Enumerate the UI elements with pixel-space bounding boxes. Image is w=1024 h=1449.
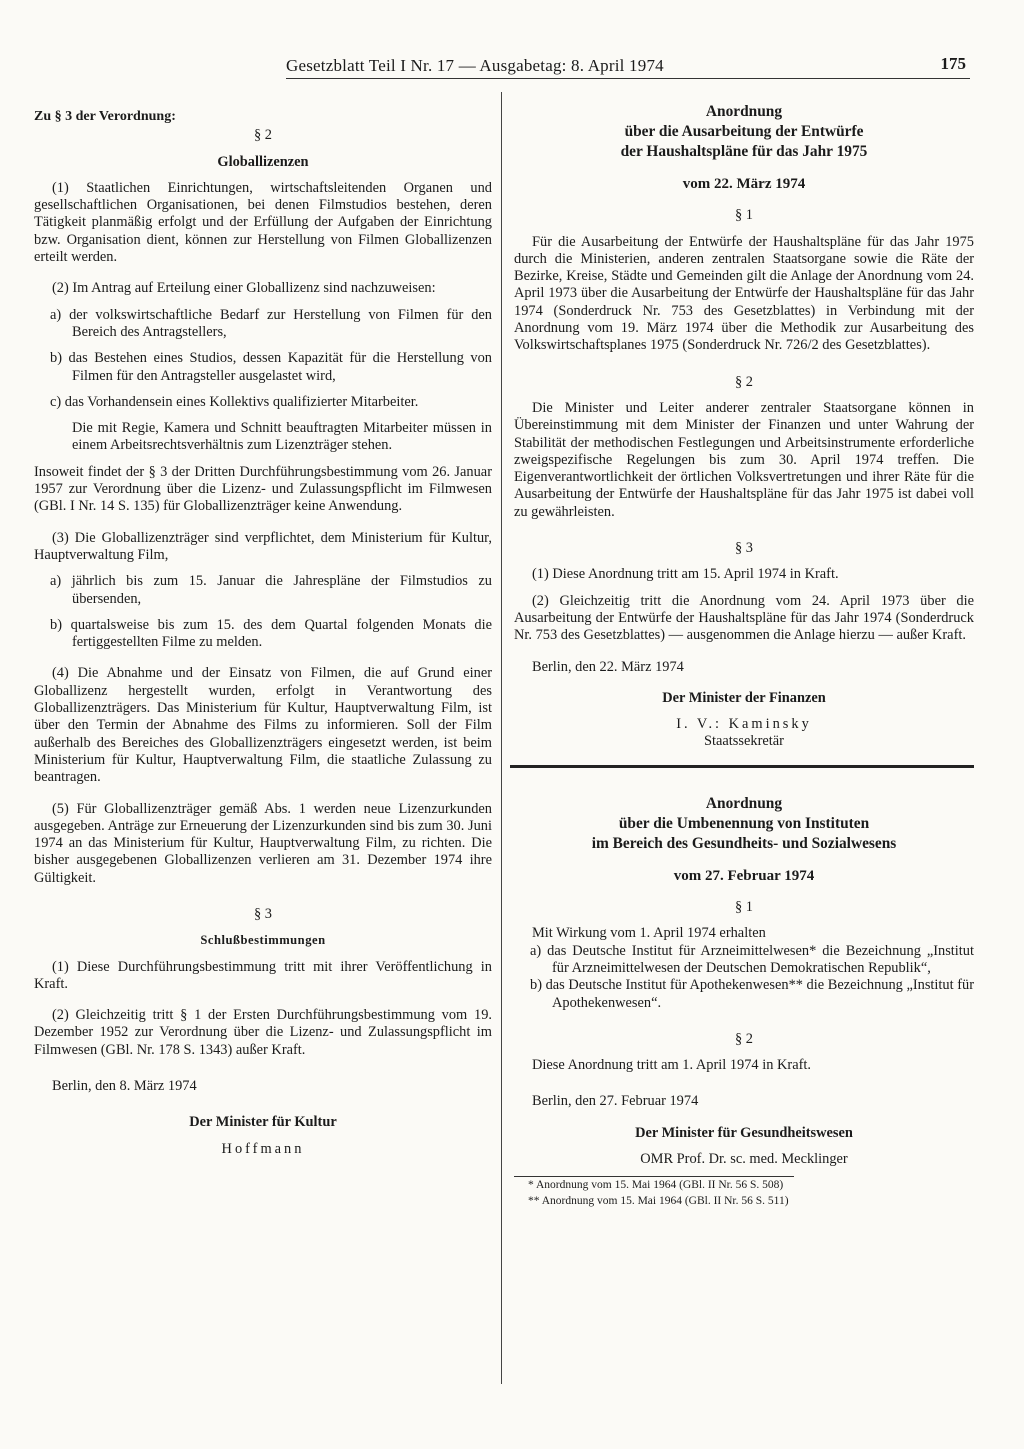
decree-title-line: der Haushaltspläne für das Jahr 1975 bbox=[620, 143, 868, 160]
decree-title-line: Anordnung bbox=[705, 794, 783, 812]
paragraph-1: (1) Staatlichen Einrichtungen, wirtschaftsleitenden Organen und gesellschaftlichen Organisationen, bei denen Filmstudios bestehen, deren Tätigkeit planmäßig erfolgt und der Erfüllung der Aufgaben der Einrichtung bzw. Organisation dient, können zur Herstellung von Filmen Globallizenzen erteilt werden. bbox=[34, 179, 492, 266]
decree-2-minister: Der Minister für Gesundheitswesen bbox=[635, 1124, 853, 1141]
decree-title-line: über die Ausarbeitung der Entwürfe bbox=[624, 123, 864, 140]
decree-date: vom 27. Februar 1974 bbox=[673, 867, 815, 884]
decree-2-signer: OMR Prof. Dr. sc. med. Mecklinger bbox=[640, 1150, 848, 1167]
list-item: c) das Vorhandensein eines Kollektivs qualifizierter Mitarbeiter. bbox=[50, 393, 419, 410]
decree-separator bbox=[510, 765, 974, 768]
decree-date: vom 22. März 1974 bbox=[682, 176, 806, 192]
section-3-title: Schlußbestimmungen bbox=[200, 933, 326, 948]
signer-name: Hoffmann bbox=[221, 1140, 305, 1157]
decree-1-s3p1: (1) Diese Anordnung tritt am 15. April 1974 in Kraft. bbox=[532, 566, 839, 583]
decree-1-role: Staatssekretär bbox=[704, 733, 784, 750]
decree-title-line: im Bereich des Gesundheits- und Sozialwesens bbox=[591, 834, 897, 852]
decree-1-minister: Der Minister der Finanzen bbox=[662, 689, 826, 706]
list-item: b) das Deutsche Institut für Apothekenwesen** die Bezeichnung „Institut für Apothekenwesen“. bbox=[530, 977, 974, 1011]
decree-2-s2: Diese Anordnung tritt am 1. April 1974 in Kraft. bbox=[532, 1057, 811, 1074]
decree-title-line: Anordnung bbox=[705, 103, 783, 120]
paragraph-3: (3) Die Globallizenzträger sind verpflichtet, dem Ministerium für Kultur, Hauptverwaltung Film, bbox=[34, 529, 492, 563]
footnote: * Anordnung vom 15. Mai 1964 (GBl. II Nr. 56 S. 508) bbox=[528, 1179, 784, 1192]
decree-1-s1: Für die Ausarbeitung der Entwürfe der Haushaltspläne für das Jahr 1975 durch die Ministerien, anderen zentralen Staatsorgane sowie die Räte der Bezirke, Kreise, Städte und Gemeinden gilt die Anlage der Anordnung vom 24. April 1973 über die Ausarbeitung der Entwürfe der Haushaltspläne für das Jahr 1974 (Sonderdruck Nr. 753 des Gesetzblattes) in Verbindung mit der Anordnung vom 19. März 1974 über die Methodik zur Ausarbeitung des Volkswirtschaftsplanes 1975 (Sonderdruck Nr. 726/2 des Gesetzblattes). bbox=[514, 233, 974, 354]
decree-1-s2-heading: § 2 bbox=[735, 373, 753, 390]
page-header bbox=[286, 52, 970, 82]
decree-1-s3p2: (2) Gleichzeitig tritt die Anordnung vom 24. April 1973 über die Ausarbeitung der Entwürfe der Haushaltspläne für das Jahr 1974 (Sonderdruck Nr. 753 des Gesetzblattes) — ausgenommen die Anlage hierzu — außer Kraft. bbox=[514, 592, 974, 644]
paragraph-4: (4) Die Abnahme und der Einsatz von Filmen, die auf Grund einer Globallizenz hergestellt wurden, erfolgt in Verantwortung des Globallizenzträgers. Das Ministerium für Kultur, Hauptverwaltung Film, ist über den Termin der Abnahme des Films zu informieren. Soll der Film außerhalb des Bereiches des Globallizenzträgers eingesetzt werden, ist beim Ministerium für Kultur, Hauptverwaltung Film, die staatliche Zulassung zu beantragen. bbox=[34, 665, 492, 786]
decree-1 bbox=[514, 102, 974, 751]
s3-paragraph-2: (2) Gleichzeitig tritt § 1 der Ersten Durchführungsbestimmung vom 19. Dezember 1952 zur Verordnung über die Lizenz- und Zulassungspflicht im Filmwesen (GBl. Nr. 178 S. 1343) außer Kraft. bbox=[34, 1007, 492, 1058]
list-item: a) das Deutsche Institut für Arzneimittelwesen* die Bezeichnung „Institut für Arzneimittelwesen der Deutschen Demokratischen Republik“, bbox=[530, 942, 974, 976]
decree-2-s1-heading: § 1 bbox=[735, 899, 753, 916]
decree-1-s3-heading: § 3 bbox=[735, 540, 753, 557]
section-intro: Zu § 3 der Verordnung: bbox=[34, 109, 176, 124]
list-item: b) das Bestehen eines Studios, dessen Kapazität für die Herstellung von Filmen für den Antragsteller ausgelastet wird, bbox=[50, 350, 492, 384]
decree-1-s1-heading: § 1 bbox=[735, 207, 753, 224]
section-2-title: Globallizenzen bbox=[217, 153, 309, 170]
list-item: a) der volkswirtschaftliche Bedarf zur Herstellung von Filmen für den Bereich des Antragstellers, bbox=[50, 306, 492, 340]
s3-paragraph-1: (1) Diese Durchführungsbestimmung tritt mit ihrer Veröffentlichung in Kraft. bbox=[34, 958, 492, 992]
decree-2-place-date: Berlin, den 27. Februar 1974 bbox=[532, 1093, 699, 1110]
decree-title-line: über die Umbenennung von Instituten bbox=[618, 814, 870, 832]
section-2-heading: § 2 bbox=[254, 127, 272, 144]
header-title: Gesetzblatt Teil I Nr. 17 — Ausgabetag: 8. April 1974 bbox=[286, 56, 664, 75]
page-number: 175 bbox=[940, 54, 966, 73]
section-3-heading: § 3 bbox=[254, 905, 272, 922]
decree-2 bbox=[514, 794, 974, 1210]
paragraph-2: (2) Im Antrag auf Erteilung einer Globallizenz sind nachzuweisen: bbox=[52, 280, 436, 297]
decree-2-s1-intro: Mit Wirkung vom 1. April 1974 erhalten bbox=[532, 925, 766, 942]
decree-1-signer: I. V.: Kaminsky bbox=[676, 716, 812, 733]
minister-title: Der Minister für Kultur bbox=[189, 1114, 337, 1131]
decree-1-place-date: Berlin, den 22. März 1974 bbox=[532, 658, 684, 675]
header-rule bbox=[286, 78, 970, 79]
left-column bbox=[34, 108, 492, 1158]
footnote: ** Anordnung vom 15. Mai 1964 (GBl. II Nr. 56 S. 511) bbox=[528, 1195, 789, 1208]
place-date: Berlin, den 8. März 1974 bbox=[52, 1078, 197, 1095]
list-continuation: Die mit Regie, Kamera und Schnitt beauftragten Mitarbeiter müssen in einem Arbeitsrechtsverhältnis zum Lizenzträger stehen. bbox=[72, 420, 492, 454]
list-item: b) quartalsweise bis zum 15. des dem Quartal folgenden Monats die fertiggestellten Filme zu melden. bbox=[50, 616, 492, 651]
decree-2-s2-heading: § 2 bbox=[735, 1030, 753, 1047]
decree-1-s2: Die Minister und Leiter anderer zentraler Staatsorgane können in Übereinstimmung mit dem Minister der Finanzen und unter Wahrung der Stabilität der methodischen Festlegungen und Arbeitsinstrumente erforderliche zweigspezifische Regelungen bis zum 30. April 1974 treffen. Die Eigenverantwortlichkeit der örtlichen Volksvertretungen und ihrer Räte für die Ausarbeitung der Entwürfe der Haushaltspläne für das Jahr 1975 ist dabei voll zu gewährleisten. bbox=[514, 399, 974, 520]
list-item: a) jährlich bis zum 15. Januar die Jahrespläne der Filmstudios zu übersenden, bbox=[50, 573, 492, 607]
right-column bbox=[514, 102, 974, 1209]
column-divider bbox=[501, 92, 502, 1384]
paragraph-insoweit: Insoweit findet der § 3 der Dritten Durchführungsbestimmung vom 26. Januar 1957 zur Verordnung über die Lizenz- und Zulassungspflicht im Filmwesen (GBl. I Nr. 14 S. 135) für Globallizenzträger keine Anwendung. bbox=[34, 463, 492, 515]
paragraph-5: (5) Für Globallizenzträger gemäß Abs. 1 werden neue Lizenzurkunden ausgegeben. Anträge zur Erneuerung der Lizenzurkunden sind bis zum 30. Juni 1974 an das Ministerium für Kultur, Hauptverwaltung Film, zu richten. Die bisher ausgegebenen Globallizenzen verlieren am 31. Dezember 1974 ihre Gültigkeit. bbox=[34, 800, 492, 886]
